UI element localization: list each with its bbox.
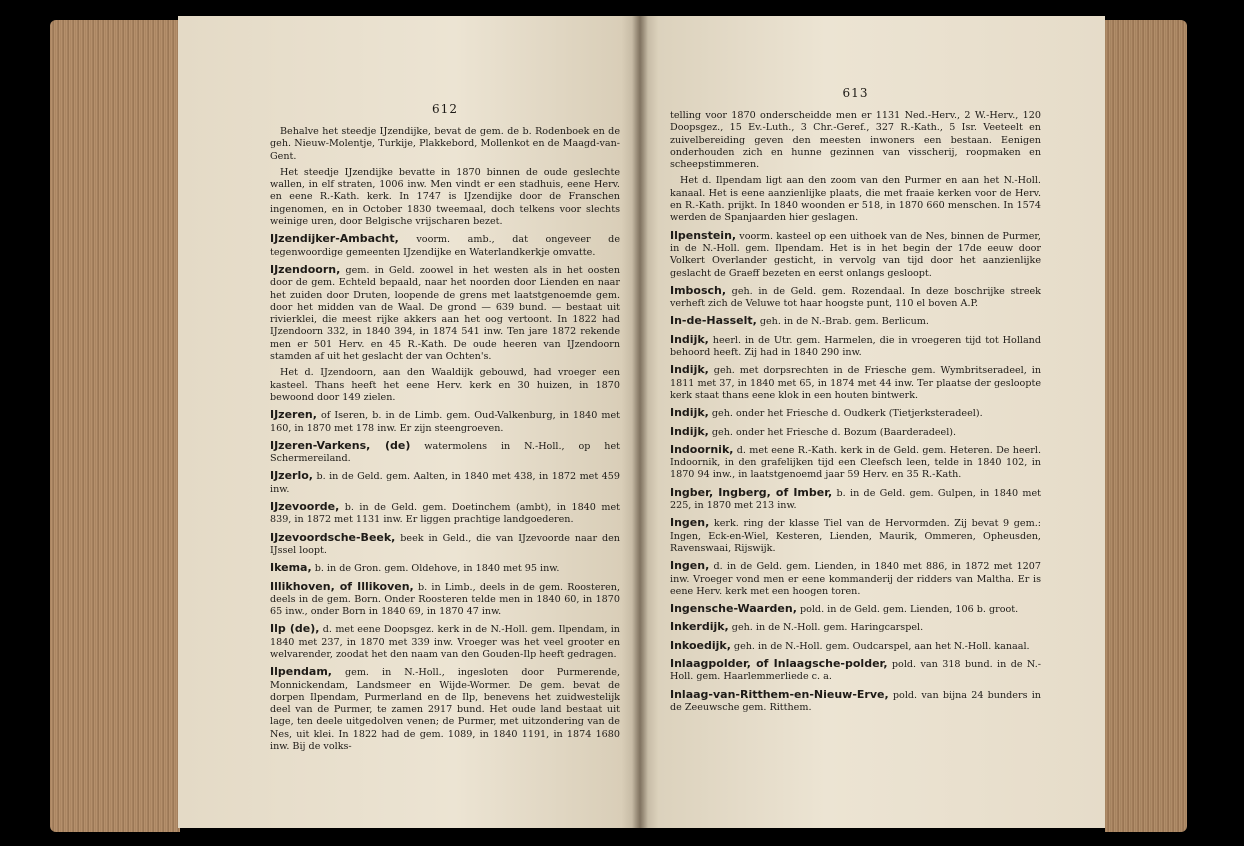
dictionary-entry xyxy=(670,640,1041,653)
entry-headword: IJzeren, xyxy=(270,408,317,422)
entry-headword: Ilpenstein, xyxy=(670,228,737,242)
entry-text: pold. van 318 bund. in de N.-Holl. gem. Haarlemmerliede c. a. xyxy=(670,658,1041,683)
entry-text: Het d. IJzendoorn, aan den Waaldijk gebouwd, had vroeger een kasteel. Thans heeft het eene Herv. kerk en 30 huizen, in 1870 bewoond door 149 zielen. xyxy=(270,367,620,403)
dictionary-entry xyxy=(670,603,1041,616)
entry-headword: Indoornik, xyxy=(670,442,734,456)
right-page-edges xyxy=(1105,20,1187,832)
entry-headword: IJzevoorde, xyxy=(270,500,340,514)
entry-text: pold. van bijna 24 bunders in de Zeeuwsche gem. Ritthem. xyxy=(670,689,1041,713)
entry-text: d. in de Geld. gem. Lienden, in 1840 met 886, in 1872 met 1207 inw. Vroeger vond men er eene kommanderij der ridders van Maltha. Er is eene Herv. kerk met een hoogen toren. xyxy=(670,561,1041,597)
entry-text: heerl. in de Utr. gem. Harmelen, die in vroegeren tijd tot Holland behoord heeft. Zij had in 1840 290 inw. xyxy=(670,334,1041,359)
page-number: 613 xyxy=(842,86,869,100)
dictionary-entry xyxy=(270,623,620,661)
entry-text: kerk. ring der klasse Tiel van de Hervormden. Zij bevat 9 gem.: Ingen, Eck-en-Wiel, Kesteren, Lienden, Maurik, Ommeren, Opheusden, Ravenswaai, Rijswijk. xyxy=(670,518,1041,554)
dictionary-entry xyxy=(270,409,620,435)
entry-headword: Ilp (de), xyxy=(270,622,320,636)
dictionary-entry xyxy=(270,666,620,753)
entry-text: beek in Geld., die van IJzevoorde naar den IJssel loopt. xyxy=(270,532,620,556)
entry-headword: Imbosch, xyxy=(670,283,727,297)
dictionary-entry xyxy=(270,532,620,558)
entry-headword: Ingber, Ingberg, of Imber, xyxy=(670,485,833,499)
dictionary-entry xyxy=(670,230,1041,280)
paragraph xyxy=(670,110,1041,171)
entry-text: geh. in de N.-Holl. gem. Haringcarspel. xyxy=(728,622,924,634)
entry-text: Het d. Ilpendam ligt aan den zoom van den Purmer en aan het N.-Holl. kanaal. Het is eene aanzienlijke plaats, die met fraaie kerken voor de Herv. en R.-Kath. prijkt. In 1840 woonden er 518, in 1870 660 menschen. In 1574 werden de Spanjaarden hier geslagen. xyxy=(670,175,1041,224)
dictionary-entry xyxy=(670,364,1041,402)
paragraph xyxy=(270,167,620,228)
entry-text: geh. in de N.-Holl. gem. Oudcarspel, aan het N.-Holl. kanaal. xyxy=(730,640,1030,652)
entry-headword: Indijk, xyxy=(670,363,709,377)
entry-text: geh. met dorpsrechten in de Friesche gem. Wymbritseradeel, in 1811 met 37, in 1840 met 65, in 1874 met 44 inw. Ter plaatse der gesloopte kerk staat thans eene klok in een houten bintwerk. xyxy=(670,365,1041,401)
entry-text: b. in de Geld. gem. Gulpen, in 1840 met 225, in 1870 met 213 inw. xyxy=(670,487,1041,512)
entry-headword: Illikhoven, of Illikoven, xyxy=(270,579,414,593)
entry-text: d. met eene Doopsgez. kerk in de N.-Holl. gem. Ilpendam, in 1840 met 237, in 1870 met 339 inw. Vroeger was het veel grooter en welvarender, zoodat het den naam van den Gouden-Ilp heeft gedragen. xyxy=(270,624,620,660)
entry-text: telling voor 1870 onderscheidde men er 1131 Ned.-Herv., 2 W.-Herv., 120 Doopsgez., 15 Ev.-Luth., 3 Chr.-Geref., 327 R.-Kath., 5 Isr. Veeteelt en zuivelbereiding geven den meesten inwoners een bestaan. Eenigen onderhouden zich en hunne gezinnen van visscherij, roopmaken en scheepstimmeren. xyxy=(670,110,1041,171)
dictionary-entry xyxy=(670,621,1041,634)
entry-headword: IJzeren-Varkens, (de) xyxy=(270,438,411,452)
dictionary-entry xyxy=(270,264,620,363)
dictionary-entry xyxy=(670,658,1041,684)
book-gutter xyxy=(632,16,648,828)
dictionary-entry xyxy=(270,501,620,527)
right-page xyxy=(640,16,1105,828)
entry-headword: Ingen, xyxy=(670,516,710,530)
paragraph xyxy=(270,126,620,163)
dictionary-entry xyxy=(270,581,620,619)
dictionary-entry xyxy=(670,689,1041,715)
dictionary-entry xyxy=(670,426,1041,439)
entry-text: watermolens in N.-Holl., op het Schermereiland. xyxy=(270,440,620,465)
entry-headword: Inlaag-van-Ritthem-en-Nieuw-Erve, xyxy=(670,687,889,701)
entry-headword: Indijk, xyxy=(670,332,709,346)
entry-text: gem. in N.-Holl., ingesloten door Purmerende, Monnickendam, Landsmeer en Wijde-Wormer. De gem. bevat de dorpen Ilpendam, Purmerland en de Ilp, benevens het zuidwestelijk deel van de Purmer, te zamen 2917 bund. Het oude land bestaat uit lage, ten deele uitgedolven venen; de Purmer, met uitzondering van de Nes, uit klei. In 1822 had de gem. 1089, in 1840 1191, in 1874 1680 inw. Bij de volks- xyxy=(270,667,620,753)
dictionary-entry xyxy=(670,407,1041,420)
entry-text: voorm. amb., dat ongeveer de tegenwoordige gemeenten IJzendijke en Waterlandkerkje omvatte. xyxy=(270,234,620,258)
entry-text: geh. onder het Friesche d. Bozum (Baarderadeel). xyxy=(708,426,957,438)
left-page-edges xyxy=(50,20,180,832)
entry-text: geh. in de N.-Brab. gem. Berlicum. xyxy=(756,316,929,328)
left-page xyxy=(178,16,640,828)
dictionary-entry xyxy=(270,470,620,496)
entry-text: b. in de Geld. gem. Aalten, in 1840 met 438, in 1872 met 459 inw. xyxy=(270,471,620,495)
entry-text: Behalve het steedje IJzendijke, bevat de gem. de b. Rodenboek en de geh. Nieuw-Molentje, Turkije, Plakkebord, Mollenkot en de Maagd-van-Gent. xyxy=(270,126,620,162)
text-column xyxy=(270,126,620,753)
dictionary-entry xyxy=(670,315,1041,328)
page-number: 612 xyxy=(432,102,458,116)
entry-text: gem. in Geld. zoowel in het westen als in het oosten door de gem. Echteld bepaald, naar het noorden door Lienden en naar het zuiden door Druten, loopende de grens met laatstgenoemde gem. door het midden van de Waal. De grond — 639 bund. — bestaat uit rivierklei, die meest rijke akkers aan het oog vertoont. In 1822 had IJzendoorn 332, in 1840 394, in 1874 541 inw. Ten jare 1872 rekende men er 501 Herv. en 45 R.-Kath. De oude heeren van IJzendoorn stamden af uit het geslacht der van Ochten's. xyxy=(270,264,620,363)
dictionary-entry xyxy=(270,440,620,466)
dictionary-entry xyxy=(670,444,1041,482)
entry-headword: Inkerdijk, xyxy=(670,620,729,634)
dictionary-entry xyxy=(270,233,620,259)
dictionary-entry xyxy=(670,285,1041,311)
entry-headword: Ingensche-Waarden, xyxy=(670,602,797,616)
dictionary-entry xyxy=(270,562,620,575)
entry-headword: IJzevoordsche-Beek, xyxy=(270,530,396,544)
entry-text: d. met eene R.-Kath. kerk in de Geld. gem. Heteren. De heerl. Indoornik, in den grafelijken tijd een Cleefsch leen, telde in 1840 102, in 1870 94 inw., in laatstgenoemd jaar 59 Herv. en 35 R.-Kath. xyxy=(670,444,1041,481)
entry-headword: IJzerlo, xyxy=(270,469,313,483)
entry-text: b. in Limb., deels in de gem. Roosteren, deels in de gem. Born. Onder Roosteren telde men in 1840 60, in 1870 65 inw., onder Born in 1840 69, in 1870 47 inw. xyxy=(270,581,621,618)
entry-headword: Ikema, xyxy=(270,561,312,575)
entry-text: geh. in de Geld. gem. Rozendaal. In deze boschrijke streek verheft zich de Veluwe tot haar hoogste punt, 110 el boven A.P. xyxy=(670,285,1041,310)
dictionary-entry xyxy=(670,487,1041,513)
entry-text: b. in de Gron. gem. Oldehove, in 1840 met 95 inw. xyxy=(311,563,560,575)
entry-headword: In-de-Hasselt, xyxy=(670,314,757,328)
text-column xyxy=(670,110,1041,714)
entry-text: geh. onder het Friesche d. Oudkerk (Tietjerksteradeel). xyxy=(708,408,983,420)
entry-headword: Indijk, xyxy=(670,406,709,420)
entry-headword: Ingen, xyxy=(670,559,710,573)
entry-text: b. in de Geld. gem. Doetinchem (ambt), in 1840 met 839, in 1872 met 1131 inw. Er liggen prachtige landgoederen. xyxy=(270,502,620,526)
entry-headword: Inkoedijk, xyxy=(670,638,731,652)
entry-headword: IJzendoorn, xyxy=(270,262,341,276)
entry-headword: Inlaagpolder, of Inlaagsche-polder, xyxy=(670,656,888,670)
entry-headword: IJzendijker-Ambacht, xyxy=(270,232,399,246)
entry-headword: Indijk, xyxy=(670,424,709,438)
entry-text: voorm. kasteel op een uithoek van de Nes, binnen de Purmer, in de N.-Holl. gem. Ilpendam. Het is in het begin der 17de eeuw door Volkert Overlander gesticht, in vervolg van tijd door het aanzienlijke geslacht de Graeff bezeten en eerst onlangs gesloopt. xyxy=(670,230,1041,279)
entry-headword: Ilpendam, xyxy=(270,665,332,679)
entry-text: pold. in de Geld. gem. Lienden, 106 b. groot. xyxy=(796,604,1019,616)
entry-text: of Iseren, b. in de Limb. gem. Oud-Valkenburg, in 1840 met 160, in 1870 met 178 inw. Er zijn steengroeven. xyxy=(270,410,620,434)
entry-text: Het steedje IJzendijke bevatte in 1870 binnen de oude geslechte wallen, in elf straten, 1006 inw. Men vindt er een stadhuis, eene Herv. en eene R.-Kath. kerk. In 1747 is IJzendijke door de Franschen ingenomen, en in October 1830 tweemaal, doch telkens voor slechts weinige uren, door Belgische vrijscharen bezet. xyxy=(270,166,620,228)
paragraph xyxy=(270,367,620,404)
dictionary-entry xyxy=(670,334,1041,360)
dictionary-entry xyxy=(670,517,1041,555)
paragraph xyxy=(670,175,1041,224)
dictionary-entry xyxy=(670,560,1041,598)
